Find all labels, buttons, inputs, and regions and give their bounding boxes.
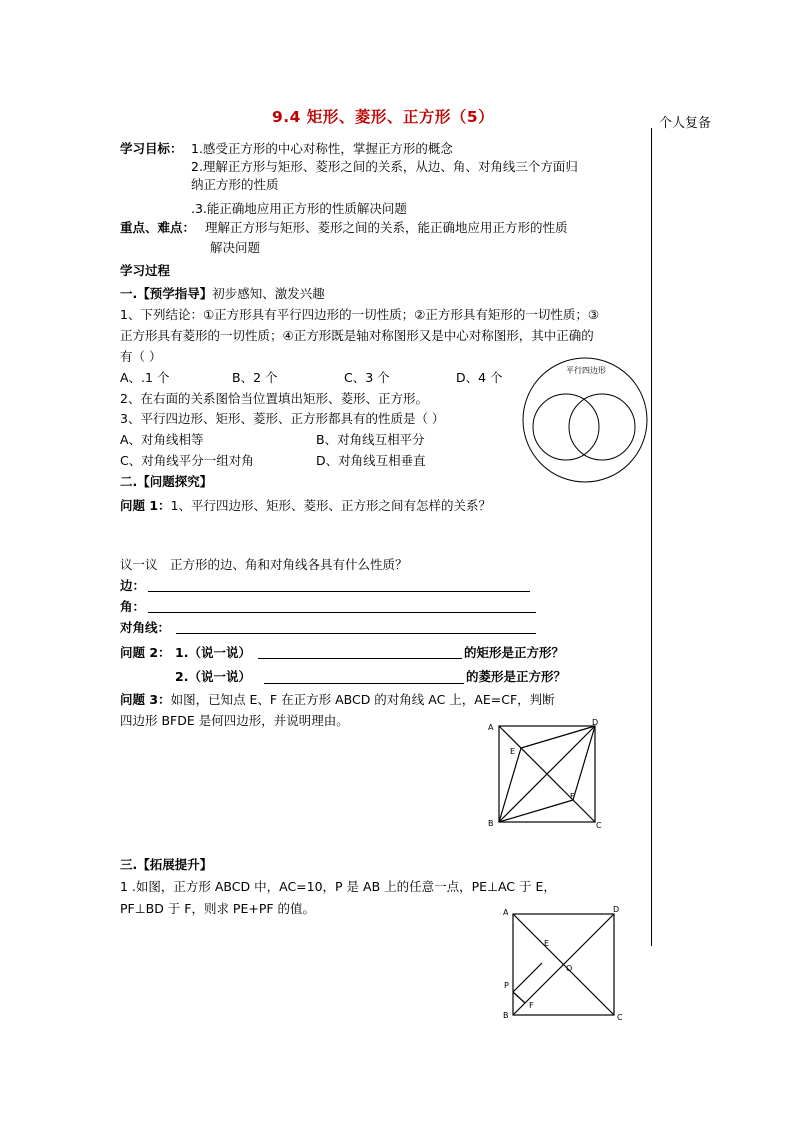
objective-item: 1.感受正方形的中心对称性，掌握正方形的概念 [191,141,453,156]
option-c: C、3 个 [344,370,390,385]
problem1-text: 1、平行四边形、矩形、菱形、正方形之间有怎样的关系？ [170,498,492,513]
option-a: A、对角线相等 [120,432,204,447]
question-line: 有（ ） [120,349,162,364]
answer-line [264,683,464,684]
angle-property-label: 角： [120,599,146,614]
page-title: 9.4 矩形、菱形、正方形（5） [272,108,495,126]
problem3-text: 如图，已知点 E、F 在正方形 ABCD 的对角线 AC 上，AE=CF，判断 [170,692,555,707]
objective-item: 2.理解正方形与矩形、菱形之间的关系，从边、角、对角线三个方面归 [191,159,578,174]
square-figure-2 [496,902,630,1024]
option-a: A、.1 个 [120,370,170,385]
option-d: D、对角线互相垂直 [316,453,426,468]
section2-title: 二.【问题探究】 [120,474,213,489]
question-line: 正方形具有菱形的一切性质；④正方形既是轴对称图形又是中心对称图形，其中正确的 [120,328,594,343]
problem1-label: 问题 1： [120,498,171,513]
problem2-b-suffix: 的菱形是正方形？ [466,669,567,684]
diagonal-property-label: 对角线： [120,620,171,635]
problem3 [120,692,555,708]
objective-item: .3.能正确地应用正方形的性质解决问题 [191,201,407,216]
question-line: 1 .如图，正方形 ABCD 中，AC=10，P 是 AB 上的任意一点，PE⊥AC 于 E， [120,879,556,894]
objectives-label: 学习目标： [120,141,183,156]
problem3-text: 四边形 BFDE 是何四边形，并说明理由。 [120,713,349,728]
point-label-b: B [503,1011,509,1020]
answer-line [258,658,462,659]
point-label-a: A [488,723,494,732]
point-label-c: C [596,821,602,830]
point-label-o: O [566,964,573,973]
problem2-label: 问题 2： [120,645,171,660]
question-line: PF⊥BD 于 F，则求 PE+PF 的值。 [120,901,316,916]
venn-diagram [520,355,650,485]
question-line: 3、平行四边形、矩形、菱形、正方形都具有的性质是（ ） [120,411,445,426]
option-b: B、对角线互相平分 [316,432,425,447]
section1-title [120,286,325,302]
section1-title-prefix: 一.【预学指导】 [120,286,213,301]
problem2-a-suffix: 的矩形是正方形？ [464,645,565,660]
point-label-p: P [504,981,509,990]
discuss-line: 议一议 正方形的边、角和对角线各具有什么性质？ [120,557,408,572]
point-label-d: D [592,718,599,727]
side-property-label: 边： [120,578,146,593]
answer-line [148,591,530,592]
point-label-a: A [503,908,509,917]
problem2-b-prefix: 2.（说一说） [175,669,251,684]
option-c: C、对角线平分一组对角 [120,453,254,468]
option-d: D、4 个 [456,370,503,385]
question-line: 1、下列结论：①正方形具有平行四边形的一切性质；②正方形具有矩形的一切性质；③ [120,307,600,322]
process-heading: 学习过程 [120,263,171,278]
keypoints-text: 理解正方形与矩形、菱形之间的关系，能正确地应用正方形的性质 [205,220,568,235]
point-label-b: B [488,819,494,828]
section3-title: 三.【拓展提升】 [120,857,213,872]
option-b: B、2 个 [232,370,278,385]
point-label-f: F [570,792,575,801]
venn-label: 平行四边形 [566,366,606,375]
objective-item: 纳正方形的性质 [191,177,279,192]
answer-line [148,612,536,613]
answer-line [176,633,536,634]
question-line: 2、在右面的关系图恰当位置填出矩形、菱形、正方形。 [120,391,428,406]
point-label-c: C [617,1013,623,1022]
point-label-e: E [544,939,550,948]
keypoints-label: 重点、难点： [120,220,196,235]
problem2-a-prefix: 1.（说一说） [175,645,251,660]
point-label-e: E [510,747,516,756]
point-label-d: D [613,905,620,914]
problem1 [120,498,491,514]
point-label-f: F [529,1001,534,1010]
keypoints-text: 解决问题 [210,240,261,255]
section1-title-suffix: 初步感知、激发兴趣 [212,286,325,301]
square-figure-1 [484,714,608,832]
margin-divider [651,128,652,946]
side-note-label: 个人复备 [659,116,712,131]
problem3-label: 问题 3： [120,692,171,707]
